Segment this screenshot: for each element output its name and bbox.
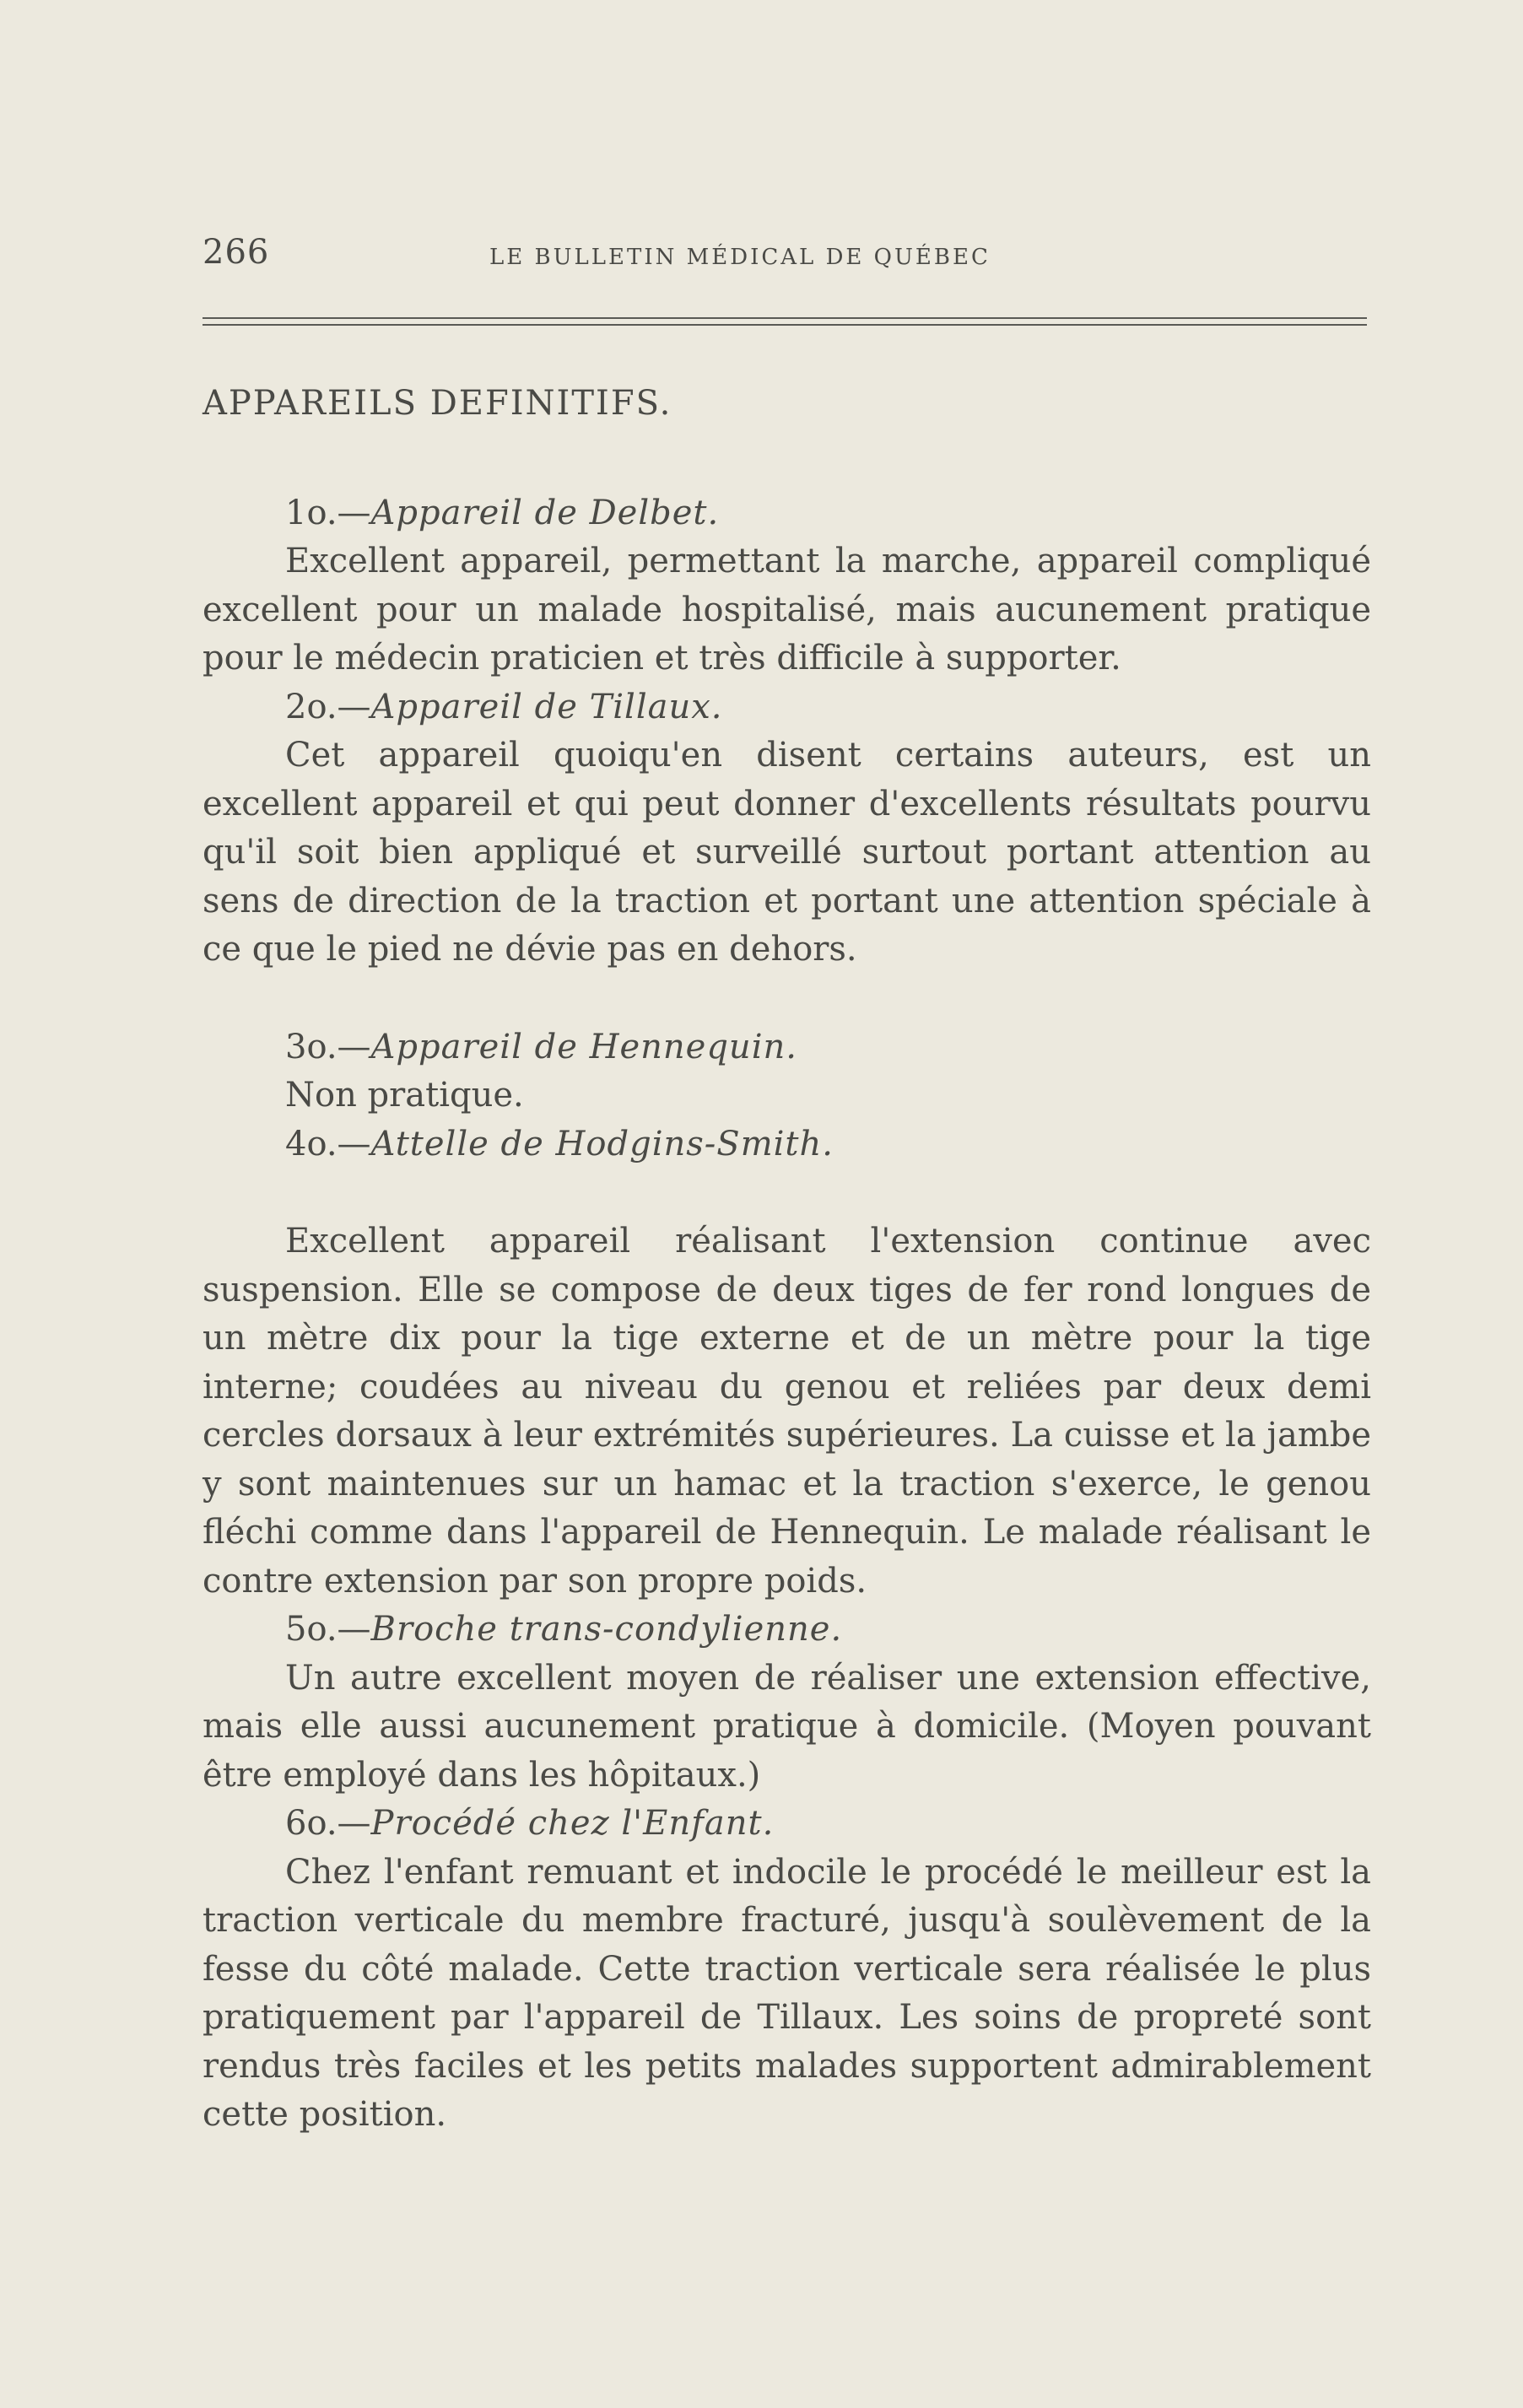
- item-name: Appareil de Delbet.: [370, 493, 720, 532]
- spacer: [203, 1169, 1371, 1217]
- item-paragraph-1: Excellent appareil, permettant la marche, appareil compliqué excellent pour un malade hospitalisé, mais aucunement pratique pour le médecin praticien et très difficile à supporter.: [203, 542, 1371, 678]
- item-name: Procédé chez l'Enfant.: [370, 1804, 775, 1843]
- item-paragraph-3: Non pratique.: [285, 1076, 524, 1115]
- item-number: 4o.—: [285, 1124, 371, 1164]
- item-name: Appareil de Tillaux.: [370, 687, 723, 726]
- item-name: Appareil de Hennequin.: [370, 1027, 797, 1066]
- spacer: [203, 975, 1371, 1023]
- section-title: APPAREILS DEFINITIFS.: [203, 384, 672, 423]
- item-paragraph-5: Un autre excellent moyen de réaliser une extension effective, mais elle aussi aucunement pratique à domicile. (Moyen pouvant être employé dans les hôpitaux.): [203, 1658, 1371, 1795]
- item-heading-5: [203, 1606, 1371, 1655]
- item-heading-1: [203, 489, 1371, 538]
- item-number: 3o.—: [285, 1027, 371, 1066]
- item-number: 5o.—: [285, 1610, 371, 1649]
- item-heading-3: [203, 1023, 1371, 1072]
- item-paragraph-6: Chez l'enfant remuant et indocile le procédé le meilleur est la traction verticale du membre fracturé, jusqu'à soulèvement de la fesse du côté malade. Cette traction verticale sera réalisée le plus pratiquement par l'appareil de Tillaux. Les soins de propreté sont rendus très faciles et les petits malades supportent admirablement cette position.: [203, 1852, 1371, 2134]
- page-number: 266: [203, 233, 270, 272]
- body-text: [203, 354, 1371, 2140]
- page-header: [203, 228, 1367, 287]
- item-heading-6: [203, 1800, 1371, 1849]
- item-heading-4: [203, 1120, 1371, 1169]
- item-name: Broche trans-condylienne.: [370, 1610, 843, 1649]
- item-heading-2: [203, 683, 1371, 732]
- item-number: 1o.—: [285, 493, 371, 532]
- running-title: LE BULLETIN MÉDICAL DE QUÉBEC: [489, 245, 991, 270]
- header-rule-bottom: [203, 324, 1367, 326]
- item-number: 2o.—: [285, 687, 371, 726]
- header-rule-top: [203, 317, 1367, 319]
- item-number: 6o.—: [285, 1804, 371, 1843]
- item-paragraph-4: Excellent appareil réalisant l'extension continue avec suspension. Elle se compose de deux tiges de fer rond longues de un mètre dix pour la tige externe et de un mètre pour la tige interne; coudées au niveau du genou et reliées par deux demi cercles dorsaux à leur extrémités supérieures. La cuisse et la jambe y sont maintenues sur un hamac et la traction s'exerce, le genou fléchi comme dans l'appareil de Hennequin. Le malade réalisant le contre extension par son propre poids.: [203, 1222, 1371, 1601]
- item-paragraph-2: Cet appareil quoiqu'en disent certains auteurs, est un excellent appareil et qui peut donner d'excellents résultats pourvu qu'il soit bien appliqué et surveillé surtout portant attention au sens de direction de la traction et portant une attention spéciale à ce que le pied ne dévie pas en dehors.: [203, 736, 1371, 969]
- item-name: Attelle de Hodgins-Smith.: [370, 1124, 834, 1164]
